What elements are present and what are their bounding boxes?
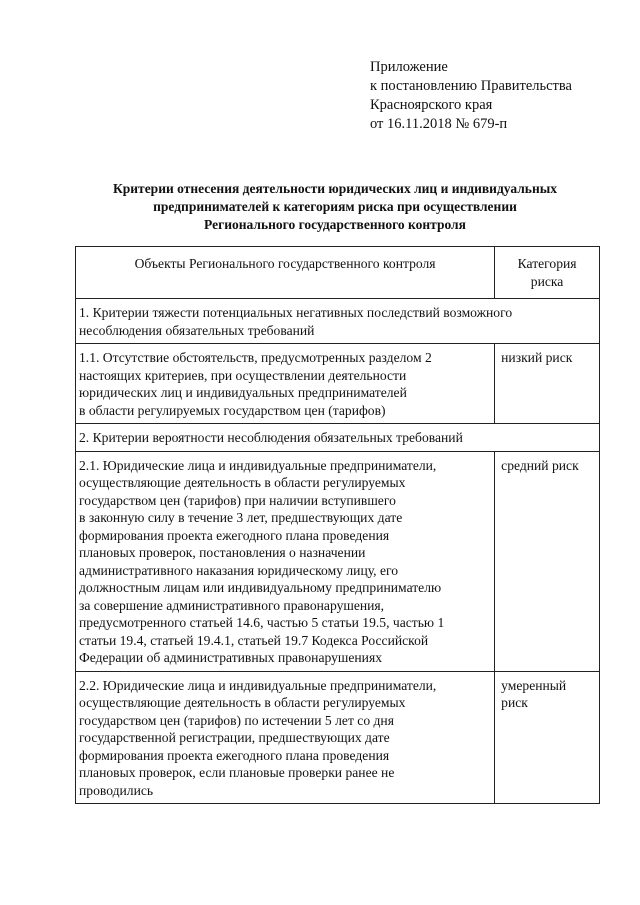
criterion-text-cell	[76, 671, 495, 804]
cell-line: государством цен (тарифов) по истечении 5 лет со дня	[79, 712, 394, 728]
criterion-text-cell	[76, 344, 495, 424]
header-category	[495, 247, 600, 299]
appendix-line: Красноярского края	[370, 97, 493, 113]
cell-line: в области регулируемых государством цен (тарифов)	[79, 402, 386, 418]
appendix-line: от 16.11.2018 № 679-п	[370, 116, 508, 132]
section-heading-cell	[76, 299, 600, 344]
risk-category-cell	[495, 671, 600, 804]
cell-line: осуществляющие деятельность в области регулируемых	[79, 475, 406, 490]
cell-line: формирования проекта ежегодного плана проведения	[79, 747, 390, 763]
cell-line: административного наказания юридическому лицу, его	[79, 562, 399, 578]
cell-line: 2. Критерии вероятности несоблюдения обязательных требований	[79, 430, 463, 445]
risk-category-line: средний риск	[501, 457, 579, 473]
cell-line: проводились	[79, 782, 154, 798]
title-line: Регионального государственного контроля	[204, 217, 466, 232]
risk-category-cell	[495, 344, 600, 424]
section-row	[76, 424, 600, 452]
cell-line: 1.1. Отсутствие обстоятельств, предусмотренных разделом 2	[79, 350, 432, 365]
risk-category-line: низкий риск	[501, 350, 573, 365]
cell-line: статьи 19.4, статьей 19.4.1, статьей 19.7 Кодекса Российской	[79, 632, 429, 648]
header-category-line: риска	[530, 273, 564, 289]
section-heading-cell	[76, 424, 600, 452]
cell-line: Федерации об административных правонарушениях	[79, 650, 382, 665]
criterion-text-cell	[76, 451, 495, 671]
appendix-block	[370, 58, 572, 134]
cell-line: плановых проверок, если плановые проверки ранее не	[79, 765, 395, 780]
cell-line: государством цен (тарифов) при наличии вступившего	[79, 492, 396, 508]
criteria-table	[75, 246, 600, 804]
table-row	[76, 451, 600, 671]
cell-line: должностным лицам или индивидуальному предпринимателю	[79, 580, 442, 595]
risk-category-line: риск	[501, 695, 528, 710]
cell-line: 2.1. Юридические лица и индивидуальные предприниматели,	[79, 457, 437, 473]
table-row	[76, 671, 600, 804]
cell-line: государственной регистрации, предшествующих дате	[79, 730, 390, 745]
risk-category-line: умеренный	[501, 677, 567, 693]
appendix-line: Приложение	[370, 59, 448, 75]
cell-line: формирования проекта ежегодного плана проведения	[79, 527, 390, 543]
header-objects: Объекты Регионального государственного контроля	[76, 247, 495, 299]
document-title	[60, 180, 610, 234]
title-line: Критерии отнесения деятельности юридических лиц и индивидуальных	[112, 181, 558, 196]
cell-line: предусмотренного статьей 14.6, частью 5 статьи 19.5, частью 1	[79, 615, 445, 630]
cell-line: юридических лиц и индивидуальных предпринимателей	[79, 385, 407, 400]
risk-category-cell	[495, 451, 600, 671]
title-line: предпринимателей к категориям риска при осуществлении	[153, 199, 517, 214]
cell-line: 2.2. Юридические лица и индивидуальные предприниматели,	[79, 677, 437, 693]
section-row	[76, 299, 600, 344]
cell-line: осуществляющие деятельность в области регулируемых	[79, 695, 406, 710]
cell-line: несоблюдения обязательных требований	[79, 322, 315, 338]
cell-line: в законную силу в течение 3 лет, предшествующих дате	[79, 510, 403, 525]
cell-line: плановых проверок, постановления о назначении	[79, 545, 366, 560]
table-header-row	[76, 247, 600, 299]
appendix-line: к постановлению Правительства	[370, 78, 572, 94]
table-body	[76, 299, 600, 804]
cell-line: настоящих критериев, при осуществлении деятельности	[79, 367, 407, 383]
table-row	[76, 344, 600, 424]
cell-line: 1. Критерии тяжести потенциальных негативных последствий возможного	[79, 305, 513, 320]
cell-line: за совершение административного правонарушения,	[79, 597, 385, 613]
header-category-line: Категория	[517, 256, 577, 271]
